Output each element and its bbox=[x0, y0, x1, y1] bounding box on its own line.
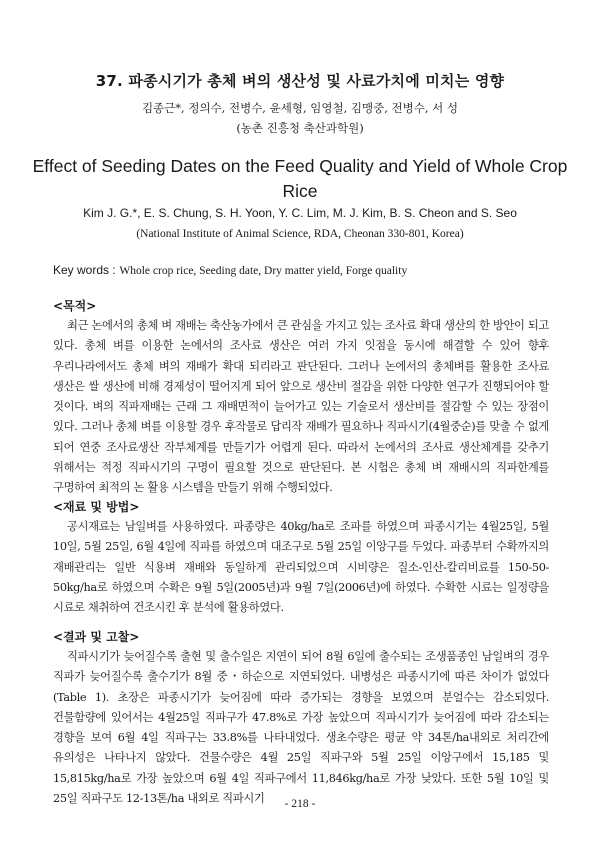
keywords-text: Whole crop rice, Seeding date, Dry matter yield, Forge quality bbox=[119, 265, 408, 277]
keywords-label: Key words : bbox=[53, 263, 116, 277]
keywords-line bbox=[53, 263, 553, 277]
english-affiliation: (National Institute of Animal Science, RDA, Cheonan 330-801, Korea) bbox=[136, 228, 464, 240]
results-heading: <결과 및 고찰> bbox=[53, 630, 140, 644]
english-authors: Kim J. G.*, E. S. Chung, S. H. Yoon, Y. C. Lim, M. J. Kim, B. S. Cheon and S. Seo bbox=[83, 206, 517, 220]
methods-heading: <재료 및 방법> bbox=[53, 500, 140, 514]
english-title: Effect of Seeding Dates on the Feed Quality and Yield of Whole Crop Rice bbox=[32, 156, 568, 201]
korean-affiliation: (농촌 진흥청 축산과학원) bbox=[236, 121, 364, 135]
page-number: - 218 - bbox=[284, 798, 316, 810]
results-paragraph: 직파시기가 늦어질수록 출현 및 출수일은 지연이 되어 8월 6일에 출수되는 조생품종인 남일벼의 경우 직파가 늦어질수록 출수기가 8월 중・하순으로 지연되었다. 내병성은 파종시기에 따른 차이가 없었다 (Table 1). 초장은 파종시기가 늦어짐에 따라 증가되는 경향을 보였으며 분얼수는 감소되었다. 건물함량에 있어서는 4월25일 직파구가 47.8%로 가장 높았으며 직파시기가 늦어짐에 따라 감소되는 경향을 보여 6월 4일 직파구는 33.8%를 나타내었다. 생초수량은 평균 약 34톤/ha내외로 처리간에 유의성은 나타나지 않았다. 건물수량은 4월 25일 직파구와 5월 25일 이앙구에서 15,185 및 15,815kg/ha로 가장 높았으며 6월 4일 직파구에서 11,846kg/ha로 가장 낮았다. 또한 5월 10일 및 25일 직파구도 12-13톤/ha 내외로 직파시기 bbox=[53, 650, 549, 806]
korean-authors: 김종근*, 정의수, 전병수, 윤세형, 임영철, 김맹중, 전병수, 서 성 bbox=[141, 101, 459, 115]
purpose-heading: <목적> bbox=[53, 299, 97, 313]
purpose-paragraph: 최근 논에서의 총체 벼 재배는 축산농가에서 큰 관심을 가지고 있는 조사료 확대 생산의 한 방안이 되고 있다. 총체 벼를 이용한 논에서의 조사료 생산은 여러 가지 잇점을 동시에 해결할 수 있어 향후 우리나라에서도 총체 벼의 재배가 확대 되리라고 판단된다. 그러나 논에서의 총체벼를 활용한 조사료 생산은 쌀 생산에 비해 경제성이 떨어지게 되어 앞으로 생산비 절감을 위한 다양한 연구가 진행되어야 할 것이다. 벼의 직파재배는 근래 그 재배면적이 늘어가고 있는 기술로서 생산비를 절감할 수 있는 장점이 있다. 그러나 총체 벼를 이용할 경우 후작물로 답리작 재배가 필요하나 직파시기(4월중순)를 맞출 수 없게 되어 연중 조사료생산 작부체계를 만들기가 어렵게 된다. 따라서 논에서의 조사료 생산체계를 갖추기 위해서는 적정 직파시기의 구명이 필요할 것으로 판단된다. 본 시험은 총체 벼 재배시의 직파한계를 구명하여 최적의 논 활용 시스템을 만들기 위해 수행되었다. bbox=[53, 319, 549, 495]
korean-title: 37. 파종시기가 총체 벼의 생산성 및 사료가치에 미치는 영향 bbox=[95, 72, 505, 90]
methods-paragraph: 공시재료는 남일벼를 사용하였다. 파종량은 40kg/ha로 조파를 하였으며 파종시기는 4월25일, 5월 10일, 5월 25일, 6월 4일에 직파를 하였으며 대조구로 5월 25일 이앙구를 두었다. 파종부터 수확까지의 재배관리는 일반 식용벼 재배와 동일하게 관리되었으며 시비량은 질소-인산-칼리비료를 150-50-50kg/ha로 하였으며 수확은 9월 5일(2005년)과 9월 7일(2006년)에 하였다. 수확한 시료는 일정량을 시료로 채취하여 건조시킨 후 분석에 활용하였다. bbox=[53, 520, 549, 615]
